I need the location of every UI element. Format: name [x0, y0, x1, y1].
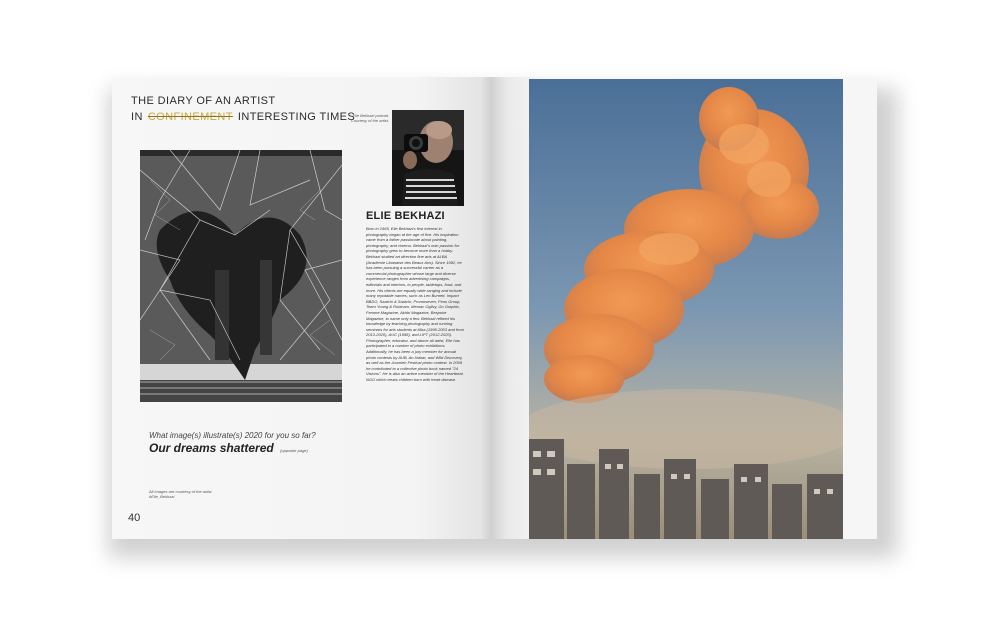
answer-text: Our dreams shattered: [149, 441, 274, 455]
header-line-2: [131, 109, 355, 125]
header-suffix: INTERESTING TIMES: [237, 111, 356, 123]
artist-bio: Born in 1965, Elie Bekhazi's first interest in photography began at the age of five. His inspiration came from a father passionate about painting, photography, and cinema. Bekhazi's own passion for photography grew to become more than a hobby. Bekhazi studied art direction fine arts at ALBA (Académie Libanaise des Beaux Arts). Since 1992, he has been pursuing a successful career as a commercial photographer whose large and diverse experience ranges from advertising campaigns, editorials and interiors, to people, tabletops, food, and more. His clients are equally wide-ranging and include many reputable names, such as Leo Burnett, Impact BBDO, Saatchi & Saatchi, Promoseven, Pimo Group, Team Young & Rubicam, Memac Ogilvy, Go Graphic, Femme Magazine, Akhbi Magazine, Bespoke Magazine, to name only a few. Bekhazi refined his knowledge by teaching photography and running seminars for arts students at Alba (1995-2003 and from 2013-2020), AUC (1998), and LIPT (2012-2020). Photographer, educator, and above all artist, Elie has participated in a number of photo exhibitions. Additionally, he has been a jury member for annual photo contests by AUB, An-Nahar, and Wild Discovery, as well as the Joumieh Festival photo contest. In 2009 he contributed to a collective photo book named "24 Visions". He is also an active member of the Heartbeat NGO which treats children born with heart disease.: [366, 226, 464, 383]
header-line-1: THE DIARY OF AN ARTIST: [131, 95, 276, 107]
page-number: 40: [128, 512, 141, 524]
artist-name: ELIE BEKHAZI: [366, 210, 445, 222]
header-struck-word: CONFINEMENT: [147, 111, 233, 123]
image-credit: All images are courtesy of the artist. #Elie_Bekhazi: [149, 489, 213, 499]
answer-note: (opposite page): [280, 448, 308, 453]
page-header: [131, 93, 355, 125]
portrait-caption: Elie Bekhazi portrait. Courtesy of the artist.: [350, 113, 389, 123]
shattered-window-photo: [140, 150, 342, 402]
artist-portrait: [392, 110, 464, 206]
interview-question: What image(s) illustrate(s) 2020 for you so far?: [149, 431, 316, 440]
interview-answer: [149, 441, 308, 455]
header-prefix: IN: [131, 111, 143, 123]
explosion-cloud-photo: [529, 79, 843, 539]
